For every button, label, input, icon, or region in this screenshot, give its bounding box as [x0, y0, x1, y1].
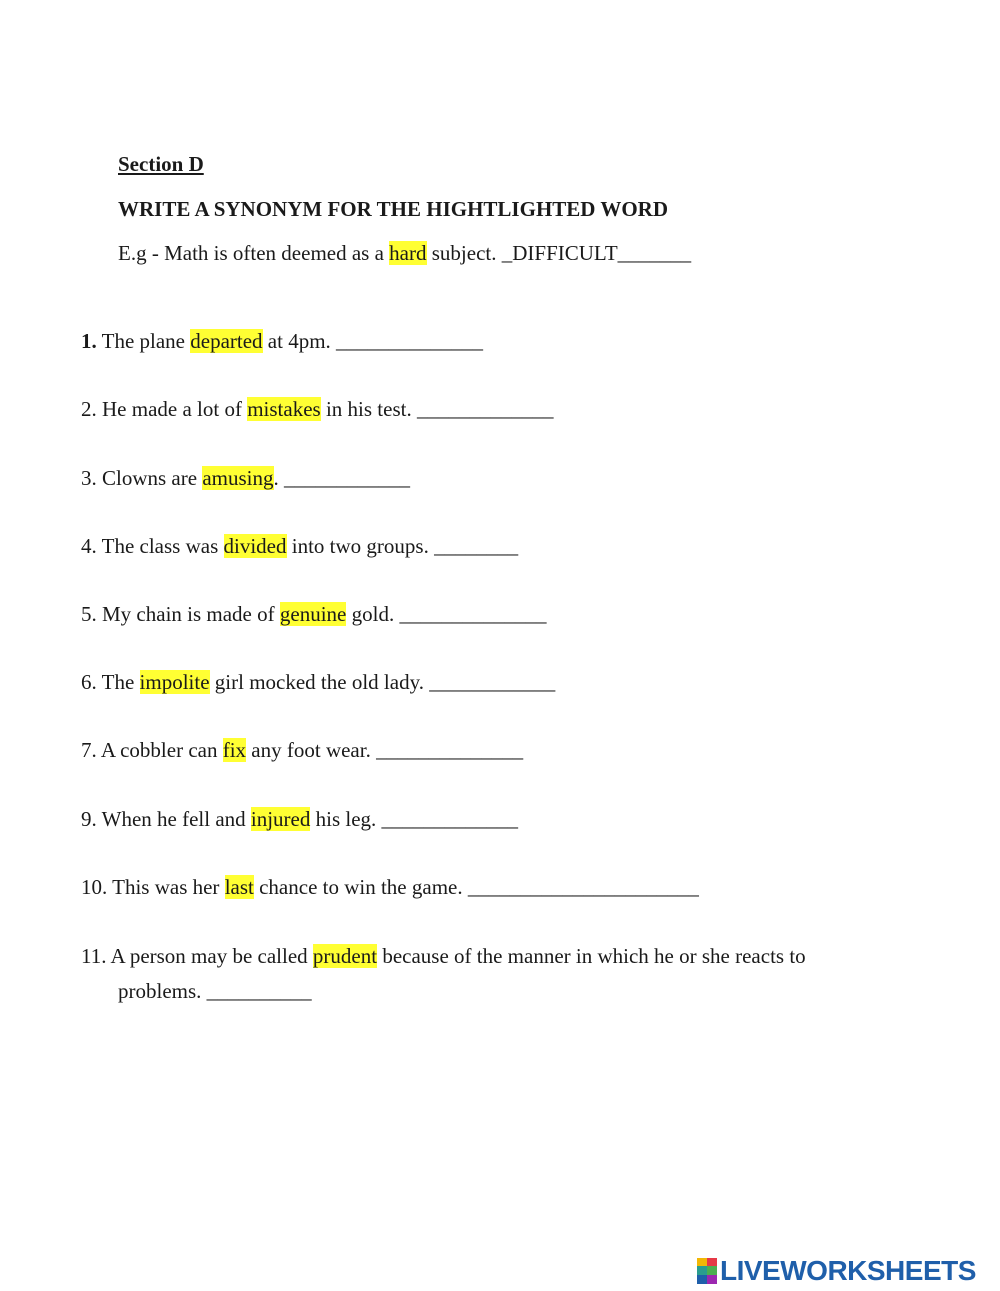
highlighted-word: divided: [223, 534, 287, 558]
question-7: [81, 737, 523, 763]
question-6: [81, 669, 555, 695]
question-text-after[interactable]: his leg. _____________: [310, 807, 519, 831]
question-text-after[interactable]: girl mocked the old lady. ____________: [209, 670, 556, 694]
section-title: Section D: [118, 152, 204, 176]
question-text-after[interactable]: . ____________: [273, 466, 410, 490]
question-10: [81, 874, 699, 900]
question-text-before: The plane: [96, 329, 191, 353]
example-text-after: subject. _DIFFICULT_______: [426, 241, 692, 265]
question-number: 1.: [81, 329, 97, 353]
question-text-after[interactable]: into two groups. ________: [286, 534, 519, 558]
question-text-after: because of the manner in which he or she reacts to: [377, 944, 806, 968]
highlighted-word: amusing: [202, 466, 274, 490]
logo-block: [707, 1258, 717, 1266]
question-1: [81, 328, 483, 354]
question-text-after[interactable]: in his test. _____________: [320, 397, 554, 421]
logo-block: [697, 1258, 707, 1266]
highlighted-word: last: [224, 875, 254, 899]
highlighted-word: genuine: [279, 602, 347, 626]
logo-text: LIVEWORKSHEETS: [720, 1255, 976, 1286]
question-text-before: 6. The: [81, 670, 140, 694]
question-text-before: 10. This was her: [81, 875, 225, 899]
question-text-before: 9. When he fell and: [81, 807, 251, 831]
question-text-before: 11. A person may be called: [81, 944, 313, 968]
question-5: [81, 601, 546, 627]
question-text-before: 5. My chain is made of: [81, 602, 280, 626]
logo-block: [697, 1266, 707, 1275]
logo-block: [707, 1266, 717, 1275]
instruction-heading: WRITE A SYNONYM FOR THE HIGHTLIGHTED WORD: [118, 197, 668, 221]
logo-block: [697, 1275, 707, 1284]
question-text-after[interactable]: chance to win the game. ______________________: [253, 875, 699, 899]
highlighted-word: prudent: [312, 944, 378, 968]
question-4: [81, 533, 518, 559]
question-text-after[interactable]: any foot wear. ______________: [246, 738, 524, 762]
example-text-before: E.g - Math is often deemed as a: [118, 241, 390, 265]
logo-mark-icon: [697, 1258, 717, 1284]
example-highlighted-word: hard: [389, 241, 427, 265]
highlighted-word: fix: [222, 738, 247, 762]
highlighted-word: departed: [190, 329, 263, 353]
highlighted-word: injured: [250, 807, 311, 831]
question-text-after[interactable]: gold. ______________: [346, 602, 547, 626]
liveworksheets-logo: [697, 1256, 976, 1286]
question-11: [81, 943, 806, 969]
logo-block: [707, 1275, 717, 1284]
highlighted-word: mistakes: [247, 397, 321, 421]
question-11-continuation[interactable]: problems. __________: [118, 979, 312, 1003]
example-sentence: [118, 240, 691, 266]
highlighted-word: impolite: [139, 670, 210, 694]
question-text-before: 2. He made a lot of: [81, 397, 248, 421]
question-3: [81, 465, 410, 491]
question-2: [81, 396, 553, 422]
question-text-before: 3. Clowns are: [81, 466, 203, 490]
question-text-after[interactable]: at 4pm. ______________: [262, 329, 484, 353]
question-text-before: 4. The class was: [81, 534, 224, 558]
question-text-before: 7. A cobbler can: [81, 738, 223, 762]
question-9: [81, 806, 518, 832]
